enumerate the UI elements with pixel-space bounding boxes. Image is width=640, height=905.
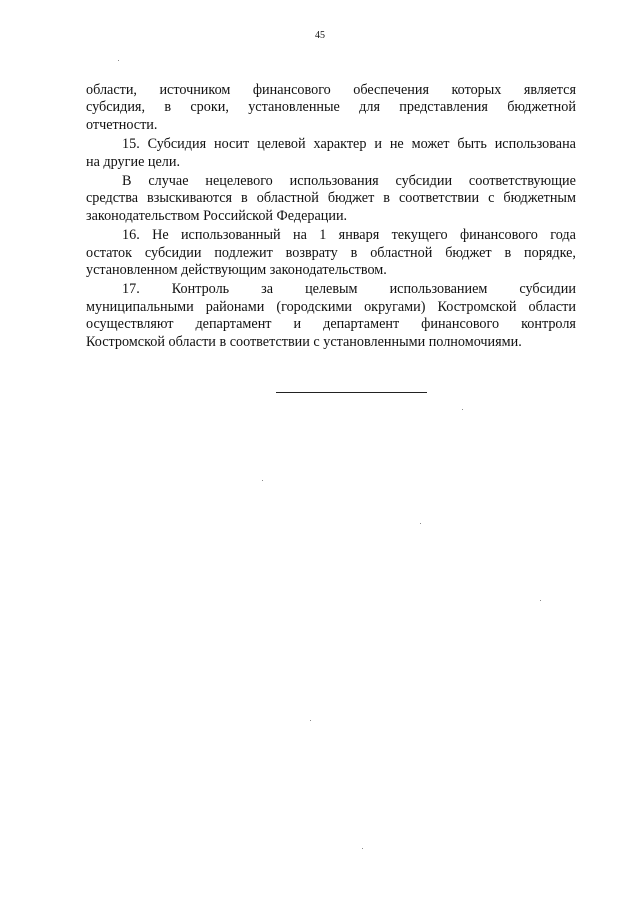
line-text: на другие цели.: [86, 153, 181, 170]
line-text: законодательством Российской Федерации.: [86, 207, 348, 224]
paragraph-line: [86, 154, 576, 171]
word: не: [389, 136, 404, 153]
paragraph-line: [86, 245, 576, 262]
word: округами): [364, 298, 426, 315]
word: областной: [256, 190, 319, 207]
word: случае: [148, 173, 189, 190]
word: характер: [313, 136, 367, 153]
paragraph-line: [86, 117, 576, 134]
word: средства: [86, 190, 139, 207]
paragraph-line: [86, 281, 576, 298]
end-of-section-rule: [276, 392, 427, 393]
scan-speck: [420, 523, 421, 524]
word: источником: [159, 82, 231, 98]
word: бюджет: [445, 244, 492, 261]
word: Контроль: [171, 281, 230, 298]
word: в: [241, 190, 248, 207]
scan-speck: [462, 409, 463, 410]
word: взыскиваются: [147, 190, 233, 207]
word: и: [374, 136, 382, 153]
word: Субсидия: [147, 136, 207, 153]
scan-speck: [262, 480, 263, 481]
word: 17.: [122, 281, 140, 298]
word: в: [350, 244, 358, 261]
word: быть: [457, 136, 487, 153]
word: текущего: [391, 227, 448, 244]
paragraph-line: [86, 334, 576, 351]
word: которых: [451, 82, 502, 98]
word: установленные: [248, 99, 340, 116]
word: области: [528, 298, 576, 315]
word: для: [359, 99, 380, 116]
word: в: [383, 190, 390, 207]
word: Не: [152, 227, 169, 244]
scan-speck: [362, 848, 363, 849]
word: субсидия,: [86, 99, 146, 116]
word: соответствующие: [468, 173, 576, 190]
paragraph-line: [86, 82, 576, 99]
word: департамент: [323, 316, 400, 333]
word: с: [488, 190, 495, 207]
paragraph-line: [86, 173, 576, 190]
word: субсидии: [395, 173, 453, 190]
word: области,: [86, 82, 137, 98]
page-number: 45: [315, 30, 325, 41]
word: остаток: [86, 244, 133, 261]
word: может: [411, 136, 450, 153]
paragraph-line: [86, 136, 576, 153]
document-body: [86, 82, 576, 351]
word: (городскими: [276, 298, 353, 315]
paragraph-line: [86, 316, 576, 333]
word: областной: [370, 244, 433, 261]
word: районами: [205, 298, 265, 315]
word: на: [293, 227, 307, 244]
word: 15.: [122, 136, 140, 153]
word: соответствии: [398, 190, 480, 207]
line-text: установленном действующим законодательством.: [86, 262, 387, 279]
paragraph-line: [86, 99, 576, 116]
word: использования: [289, 173, 379, 190]
paragraph-line: [86, 227, 576, 244]
word: Костромской: [437, 298, 517, 315]
word: обеспечения: [353, 82, 430, 98]
line-text: Костромской области в соответствии с установленными полномочиями.: [86, 333, 522, 350]
word: субсидии: [144, 244, 202, 261]
word: бюджет: [327, 190, 375, 207]
word: финансового: [421, 316, 500, 333]
word: года: [550, 227, 576, 244]
word: сроки,: [190, 99, 229, 116]
word: за: [261, 281, 274, 298]
word: является: [523, 82, 576, 98]
word: носит: [214, 136, 250, 153]
word: бюджетной: [507, 99, 576, 116]
word: порядке,: [524, 244, 576, 261]
word: использованием: [389, 281, 488, 298]
word: представления: [399, 99, 488, 116]
scan-speck: [118, 60, 119, 61]
word: целевой: [257, 136, 306, 153]
word: контроля: [521, 316, 576, 333]
word: субсидии: [519, 281, 576, 298]
word: и: [293, 316, 302, 333]
paragraph-line: [86, 299, 576, 316]
paragraph-line: [86, 208, 576, 225]
word: использованный: [180, 227, 281, 244]
word: финансового: [459, 227, 538, 244]
word: бюджетным: [503, 190, 576, 207]
line-text: отчетности.: [86, 116, 158, 133]
word: финансового: [252, 82, 331, 98]
word: департамент: [195, 316, 272, 333]
paragraph-line: [86, 262, 576, 279]
word: использована: [494, 136, 576, 153]
word: 16.: [122, 227, 140, 244]
word: нецелевого: [205, 173, 273, 190]
word: в: [504, 244, 512, 261]
paragraph-line: [86, 190, 576, 207]
word: муниципальными: [86, 298, 194, 315]
word: подлежит: [214, 244, 273, 261]
word: осуществляют: [86, 316, 174, 333]
word: возврату: [285, 244, 338, 261]
word: 1: [319, 227, 327, 244]
word: января: [338, 227, 380, 244]
word: В: [122, 173, 132, 190]
word: целевым: [305, 281, 358, 298]
word: в: [164, 99, 172, 116]
scan-speck: [540, 600, 541, 601]
scan-speck: [310, 720, 311, 721]
